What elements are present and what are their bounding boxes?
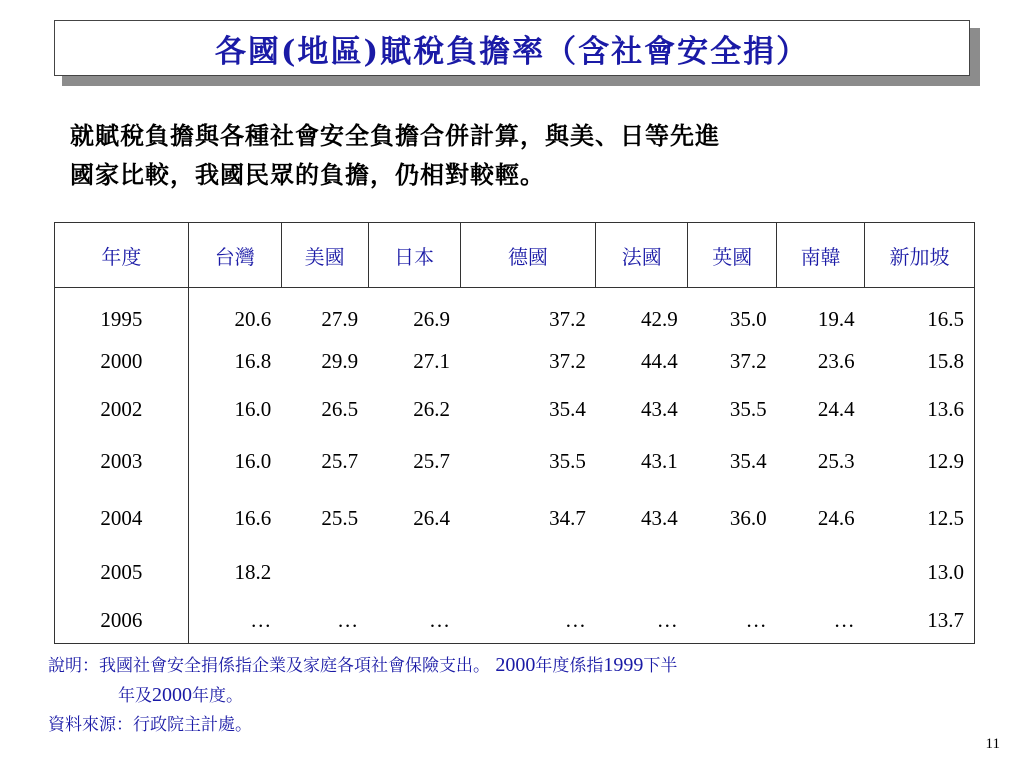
- intro-line-2: 國家比較，我國民眾的負擔，仍相對較輕。: [70, 160, 545, 189]
- table-cell-value: [777, 548, 865, 598]
- notes-year-2000: 2000: [495, 654, 536, 676]
- table-cell-value: 37.2: [549, 349, 586, 373]
- table-cell-year: 2002: [55, 386, 189, 434]
- table-row: [55, 490, 975, 548]
- table-cell-value: 26.5: [321, 397, 359, 421]
- table-cell-year: 2006: [55, 598, 189, 644]
- notes-line-1c: 年度係指: [535, 656, 604, 676]
- table-cell-value: 13.7: [927, 607, 964, 632]
- table-cell-value: 36.0: [729, 506, 767, 530]
- table-cell-value: [460, 548, 596, 598]
- table-cell-value: 24.6: [817, 506, 855, 530]
- table-row: [55, 288, 975, 338]
- notes-line-2b: 2000: [152, 684, 192, 706]
- table-cell-value: …: [656, 607, 678, 632]
- table-cell-value: 16.5: [927, 307, 964, 332]
- header-taiwan: 台灣: [188, 223, 281, 288]
- notes: [48, 651, 677, 740]
- table-row: [55, 548, 975, 598]
- tax-burden-table: [54, 222, 975, 644]
- table-cell-value: [688, 548, 777, 598]
- table-row: [55, 434, 975, 490]
- table-cell-value: 42.9: [641, 307, 678, 332]
- header-usa: 美國: [281, 223, 368, 288]
- notes-line-1: 我國社會安全捐係指企業及家庭各項社會保險支出。: [99, 656, 490, 676]
- table-header-row: [55, 223, 975, 288]
- notes-line-2: [48, 681, 677, 711]
- table-cell-value: …: [429, 607, 451, 632]
- table-cell-value: 25.7: [413, 449, 451, 473]
- table-cell-value: 23.6: [817, 349, 855, 373]
- table-cell-value: 27.1: [413, 349, 451, 373]
- table-cell-value: 15.8: [927, 349, 964, 373]
- header-germany: 德國: [460, 223, 596, 288]
- table-cell-value: 26.9: [413, 307, 451, 332]
- table-cell-value: 35.5: [549, 449, 586, 473]
- table-cell-value: 37.2: [729, 349, 767, 373]
- table-cell-year: 2000: [55, 338, 189, 386]
- notes-line-2a: 年及: [118, 686, 152, 706]
- table-cell-value: 16.0: [234, 397, 272, 421]
- header-japan: 日本: [368, 223, 460, 288]
- table-cell-value: 35.4: [729, 449, 767, 473]
- table-cell-value: 13.0: [927, 560, 964, 584]
- page-number: 11: [985, 736, 1000, 752]
- table-cell-value: 37.2: [549, 307, 586, 332]
- notes-line-2c: 年度。: [192, 686, 243, 706]
- table-cell-value: 16.0: [234, 449, 272, 473]
- table-cell-value: 20.6: [234, 307, 272, 332]
- table-cell-value: 26.2: [413, 397, 451, 421]
- header-uk: 英國: [688, 223, 777, 288]
- table-cell-value: 25.7: [321, 449, 359, 473]
- table-cell-value: 44.4: [641, 349, 678, 373]
- intro-text: [70, 116, 970, 194]
- table-cell-value: 16.6: [234, 506, 272, 530]
- table-cell-value: 16.8: [234, 349, 272, 373]
- table-cell-value: 26.4: [413, 506, 451, 530]
- table-cell-value: 43.1: [641, 449, 678, 473]
- table-cell-value: 12.5: [927, 506, 964, 530]
- header-france: 法國: [596, 223, 688, 288]
- table-cell-value: 12.9: [927, 449, 964, 473]
- header-singapore: 新加坡: [865, 223, 975, 288]
- table-cell-year: 2004: [55, 490, 189, 548]
- table-cell-value: 34.7: [549, 506, 586, 530]
- table-cell-value: 19.4: [817, 307, 855, 332]
- table-cell-year: 2003: [55, 434, 189, 490]
- title-box: [54, 20, 970, 76]
- header-year: 年度: [55, 223, 189, 288]
- table-cell-value: 18.2: [234, 560, 272, 584]
- table-cell-year: 2005: [55, 548, 189, 598]
- table-cell-value: 27.9: [321, 307, 359, 332]
- table-cell-value: [596, 548, 688, 598]
- table-cell-value: 25.5: [321, 506, 359, 530]
- table-cell-value: 25.3: [817, 449, 855, 473]
- notes-line-1e: 下半: [643, 656, 678, 676]
- intro-line-1: 就賦稅負擔與各種社會安全負擔合併計算，與美、日等先進: [70, 121, 720, 150]
- table-cell-value: …: [833, 607, 855, 632]
- notes-label: 說明：: [48, 656, 99, 676]
- table-cell-year: 1995: [55, 288, 189, 338]
- table-row: [55, 338, 975, 386]
- notes-year-1999: 1999: [603, 654, 644, 676]
- page-title: 各國(地區)賦稅負擔率（含社會安全捐）: [214, 33, 810, 70]
- table-cell-value: 43.4: [641, 397, 678, 421]
- table-cell-value: 35.0: [729, 307, 767, 332]
- table-cell-value: …: [564, 607, 586, 632]
- table-cell-value: 29.9: [321, 349, 359, 373]
- header-korea: 南韓: [777, 223, 865, 288]
- table-row: [55, 598, 975, 644]
- table-cell-value: [368, 548, 460, 598]
- table-row: [55, 386, 975, 434]
- table-cell-value: …: [745, 607, 767, 632]
- table-cell-value: 13.6: [927, 397, 964, 421]
- table-cell-value: 43.4: [641, 506, 678, 530]
- table-cell-value: 24.4: [817, 397, 855, 421]
- table-cell-value: …: [337, 607, 359, 632]
- table-cell-value: 35.5: [729, 397, 767, 421]
- table-cell-value: [281, 548, 368, 598]
- table-cell-value: 35.4: [549, 397, 586, 421]
- table-cell-value: …: [250, 607, 272, 632]
- notes-source: 資料來源：行政院主計處。: [48, 715, 252, 735]
